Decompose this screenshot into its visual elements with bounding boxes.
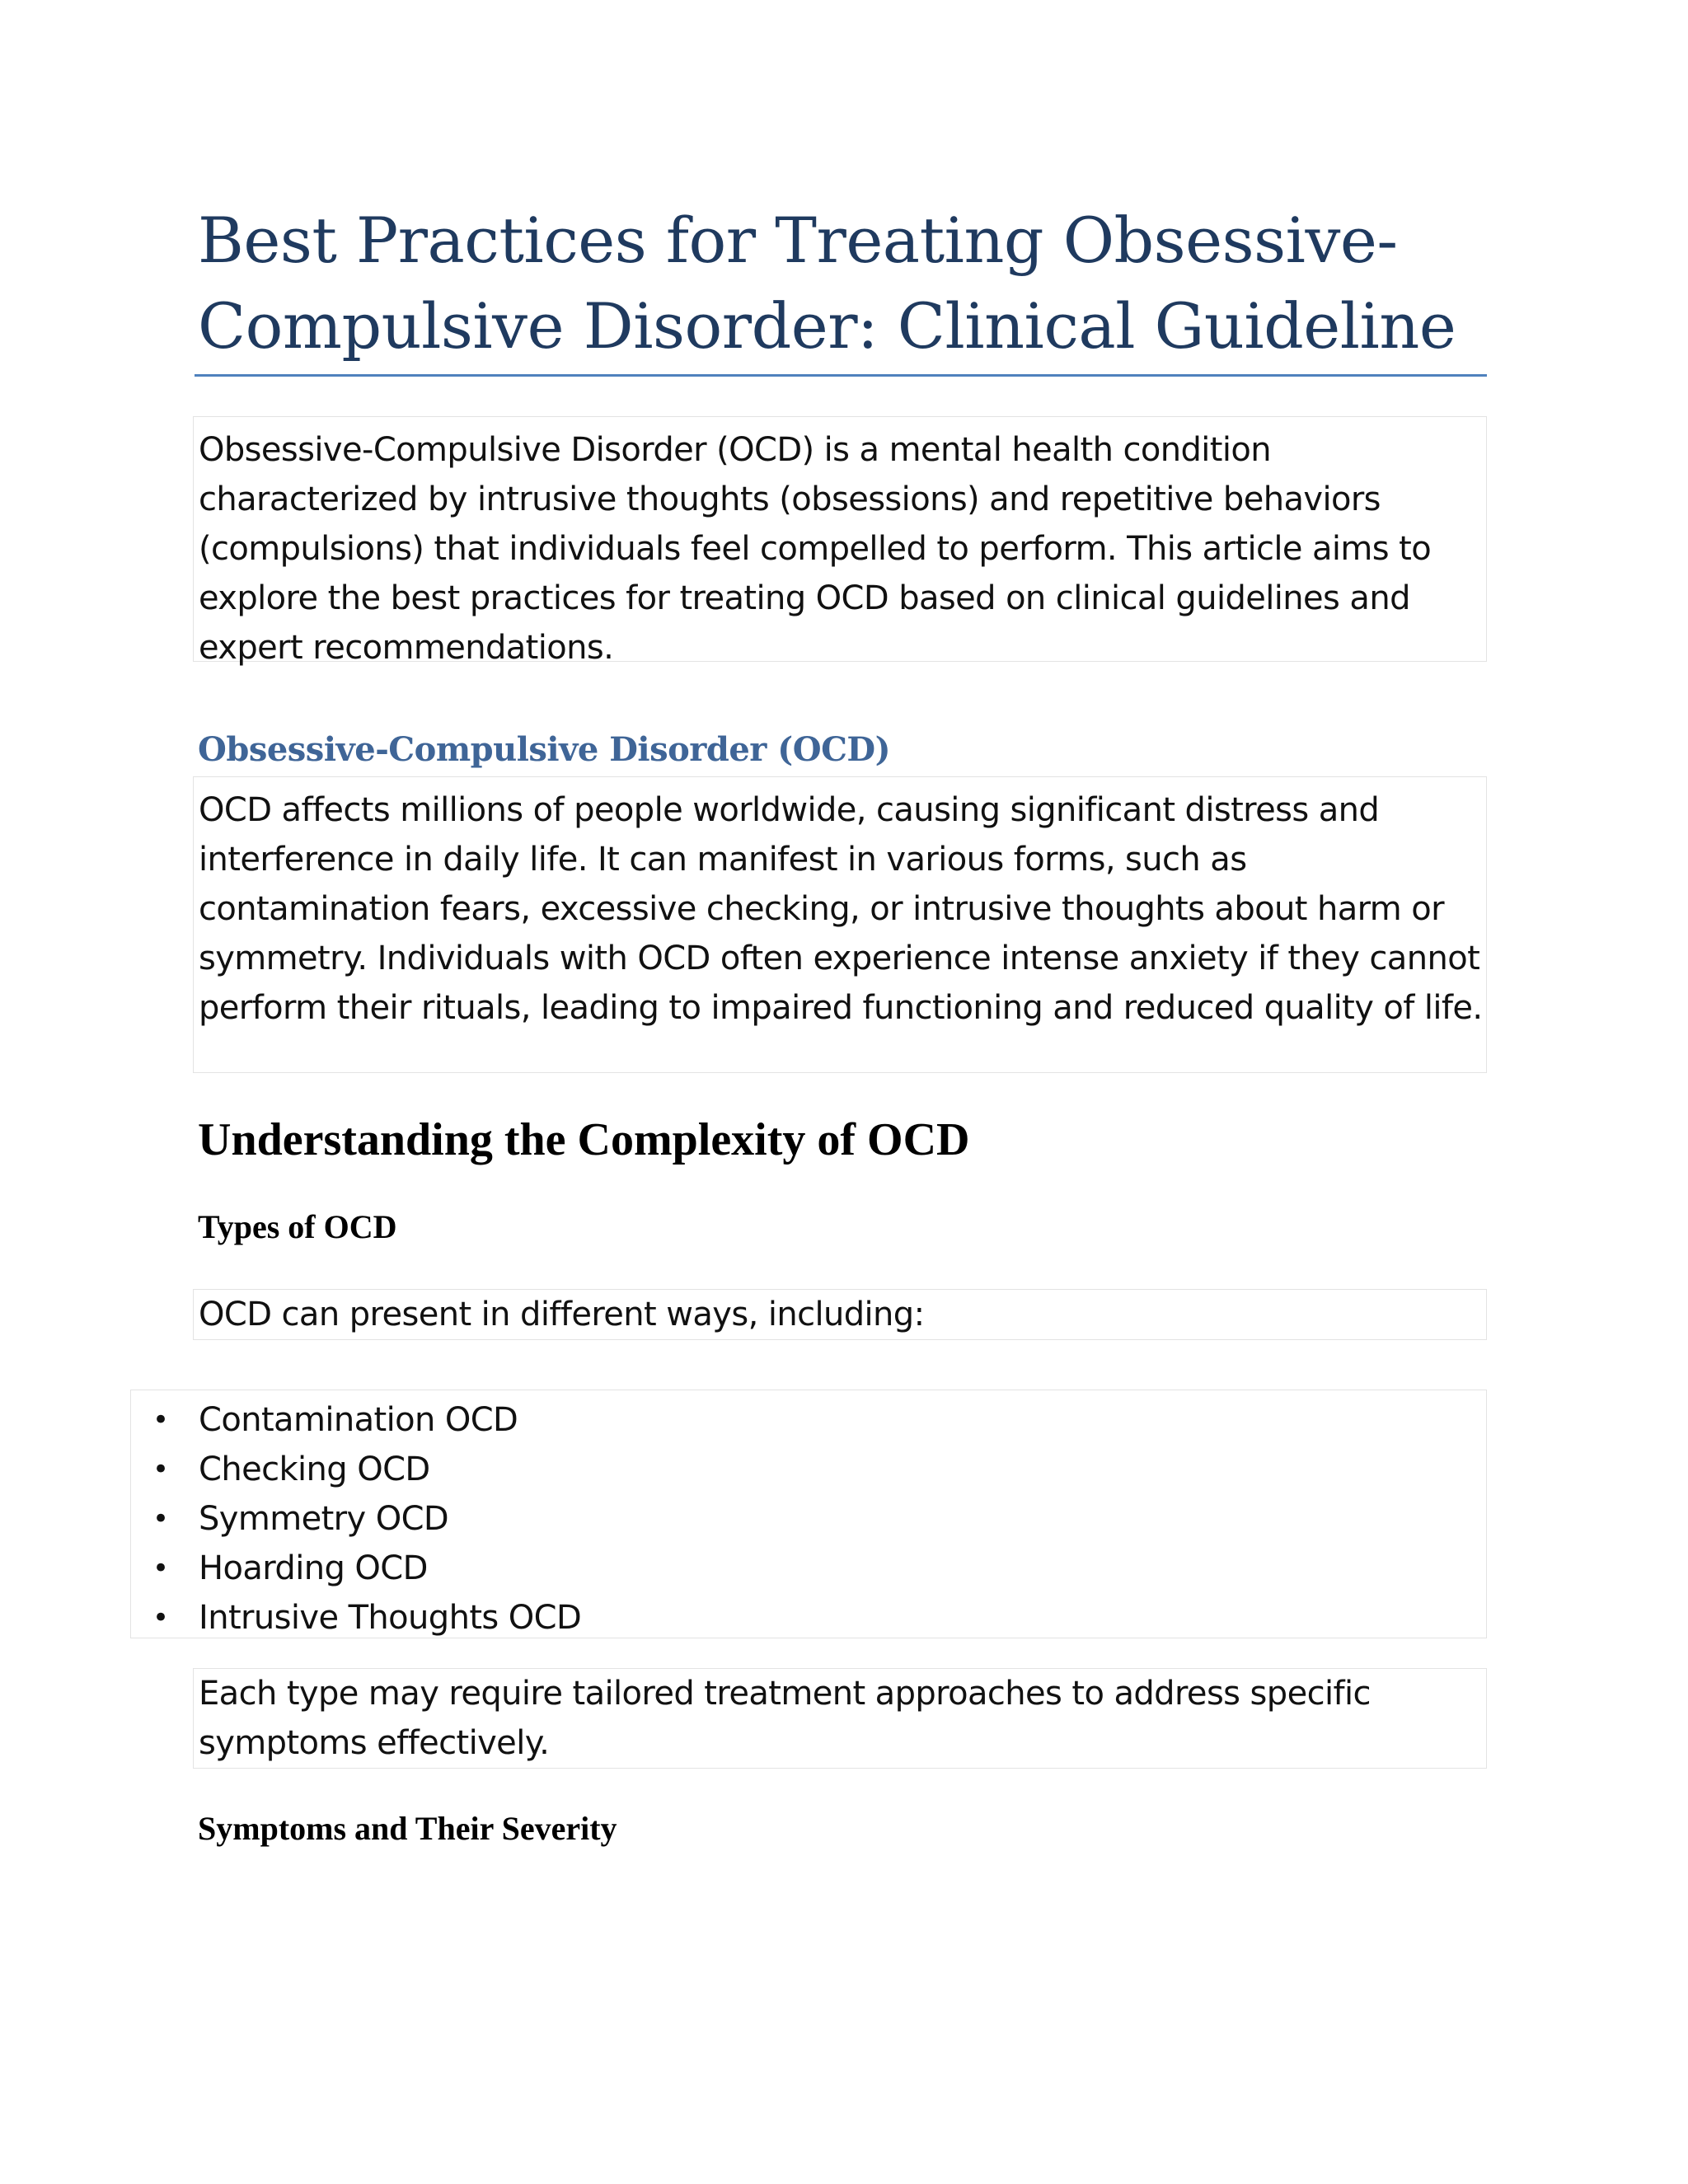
intro-paragraph-box bbox=[193, 416, 1487, 667]
list-item-label: Intrusive Thoughts OCD bbox=[199, 1599, 582, 1637]
ocd-types-list-box bbox=[130, 1390, 1487, 1638]
bullet-icon: • bbox=[152, 1453, 169, 1486]
types-closing-box bbox=[193, 1668, 1487, 1769]
list-item bbox=[131, 1395, 1486, 1445]
ocd-types-list bbox=[131, 1390, 1486, 1643]
types-lead-text: OCD can present in different ways, including: bbox=[199, 1296, 925, 1333]
bullet-icon: • bbox=[152, 1601, 169, 1634]
list-item-label: Hoarding OCD bbox=[199, 1549, 428, 1587]
complexity-heading: Understanding the Complexity of OCD bbox=[198, 1114, 970, 1165]
ocd-section-heading: Obsessive-Compulsive Disorder (OCD) bbox=[198, 730, 891, 769]
intro-paragraph: Obsessive-Compulsive Disorder (OCD) is a mental health condition characterized by intrusive thoughts (obsessions) and repetitive behaviors (compulsions) that individuals feel compelled to perform. This article aims to explore the best practices for treating OCD based on clinical guidelines and expert recommendations. bbox=[199, 431, 1432, 667]
bullet-icon: • bbox=[152, 1552, 169, 1585]
list-item bbox=[131, 1494, 1486, 1544]
list-item-label: Symmetry OCD bbox=[199, 1500, 449, 1538]
ocd-section-paragraph: OCD affects millions of people worldwide, causing significant distress and interference in daily life. It can manifest in various forms, such as contamination fears, excessive checking, or intrusive thoughts about harm or symmetry. Individuals with OCD often experience intense anxiety if they cannot perform their rituals, leading to impaired functioning and reduced quality of life. bbox=[199, 791, 1483, 1027]
symptoms-severity-heading: Symptoms and Their Severity bbox=[198, 1810, 617, 1847]
list-item-label: Contamination OCD bbox=[199, 1401, 518, 1439]
bullet-icon: • bbox=[152, 1502, 169, 1535]
types-lead-box bbox=[193, 1289, 1487, 1340]
types-closing-text: Each type may require tailored treatment approaches to address specific symptoms effectively. bbox=[199, 1675, 1371, 1762]
list-item bbox=[131, 1445, 1486, 1494]
types-of-ocd-heading: Types of OCD bbox=[198, 1208, 397, 1245]
title-underline bbox=[195, 374, 1487, 377]
list-item-label: Checking OCD bbox=[199, 1451, 430, 1488]
ocd-section-paragraph-box bbox=[193, 776, 1487, 1073]
bullet-icon: • bbox=[152, 1404, 169, 1436]
page-title: Best Practices for Treating Obsessive-Compulsive Disorder: Clinical Guideline bbox=[198, 204, 1456, 363]
list-item bbox=[131, 1544, 1486, 1593]
list-item bbox=[131, 1593, 1486, 1643]
